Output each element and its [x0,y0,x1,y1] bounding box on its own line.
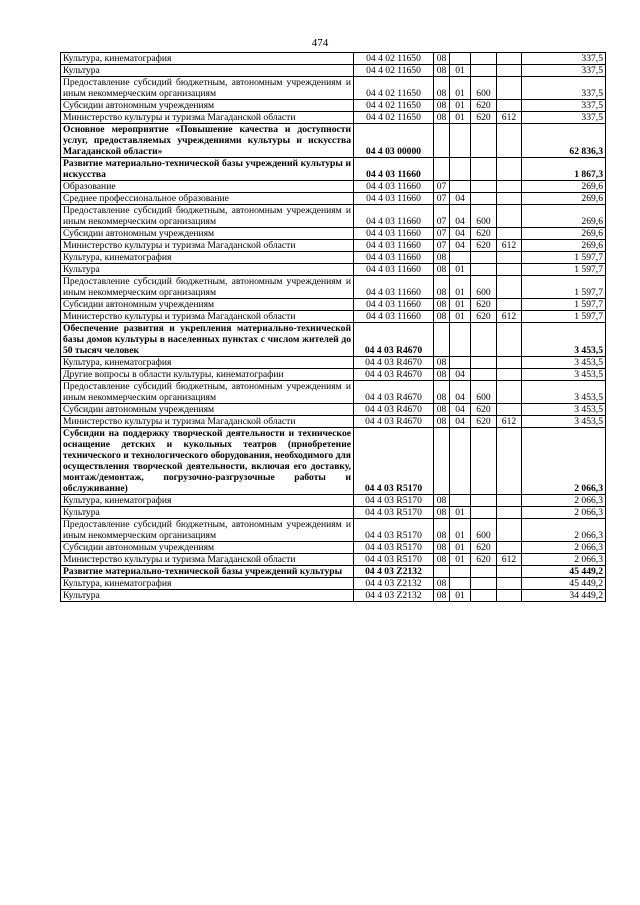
row-name: Культура [61,65,354,77]
row-expense-type [471,65,497,77]
row-name: Развитие материально-технической базы учреждений культуры и искусства [61,158,354,181]
row-expense-type: 600 [471,205,497,228]
row-subsection: 01 [450,276,471,299]
row-subsection [450,53,471,65]
row-expense-type: 600 [471,77,497,100]
row-administrator-code [497,381,522,404]
row-section [434,428,450,495]
row-amount: 45 449,2 [522,578,606,590]
row-target-code: 04 4 03 R5170 [354,542,434,554]
table-row [61,323,606,357]
row-name: Субсидии автономным учреждениям [61,542,354,554]
table-row [61,276,606,299]
row-target-code: 04 4 03 11660 [354,240,434,252]
row-target-code: 04 4 03 11660 [354,299,434,311]
row-name: Культура [61,264,354,276]
row-expense-type [471,428,497,495]
row-subsection: 04 [450,381,471,404]
row-administrator-code [497,264,522,276]
row-administrator-code [497,519,522,542]
row-expense-type [471,181,497,193]
row-administrator-code: 612 [497,311,522,323]
table-row [61,65,606,77]
row-administrator-code [497,181,522,193]
row-name: Субсидии автономным учреждениям [61,100,354,112]
table-row [61,264,606,276]
row-name: Культура, кинематография [61,252,354,264]
row-amount: 3 453,5 [522,369,606,381]
row-administrator-code [497,495,522,507]
row-amount: 1 597,7 [522,252,606,264]
row-amount: 3 453,5 [522,404,606,416]
row-name: Культура, кинематография [61,578,354,590]
row-subsection: 04 [450,240,471,252]
row-name: Министерство культуры и туризма Магаданской области [61,416,354,428]
row-amount: 337,5 [522,65,606,77]
row-subsection: 04 [450,205,471,228]
row-target-code: 04 4 03 11660 [354,181,434,193]
row-target-code: 04 4 03 R4670 [354,323,434,357]
table-body [61,53,606,602]
row-subsection: 01 [450,311,471,323]
row-expense-type [471,495,497,507]
row-administrator-code [497,590,522,602]
row-name: Министерство культуры и туризма Магаданской области [61,554,354,566]
row-section: 08 [434,112,450,124]
table-row [61,495,606,507]
row-name: Субсидии автономным учреждениям [61,228,354,240]
row-section: 07 [434,240,450,252]
row-target-code: 04 4 03 Z2132 [354,590,434,602]
row-expense-type: 620 [471,311,497,323]
table-row [61,507,606,519]
table-row [61,158,606,181]
row-name: Министерство культуры и туризма Магаданской области [61,240,354,252]
row-administrator-code [497,323,522,357]
table-row [61,112,606,124]
table-row [61,53,606,65]
row-target-code: 04 4 03 11660 [354,158,434,181]
row-amount: 269,6 [522,228,606,240]
row-target-code: 04 4 03 R4670 [354,416,434,428]
row-subsection [450,158,471,181]
row-subsection: 01 [450,77,471,100]
row-administrator-code [497,369,522,381]
row-section: 08 [434,507,450,519]
row-administrator-code [497,77,522,100]
row-administrator-code: 612 [497,112,522,124]
row-section: 07 [434,193,450,205]
row-administrator-code [497,100,522,112]
row-subsection: 01 [450,519,471,542]
row-amount: 269,6 [522,205,606,228]
row-section: 08 [434,264,450,276]
row-amount: 2 066,3 [522,542,606,554]
row-subsection: 04 [450,369,471,381]
table-row [61,124,606,158]
row-amount: 2 066,3 [522,495,606,507]
row-target-code: 04 4 03 Z2132 [354,578,434,590]
row-subsection: 01 [450,507,471,519]
row-expense-type [471,369,497,381]
row-section: 08 [434,65,450,77]
row-expense-type [471,578,497,590]
row-administrator-code [497,158,522,181]
row-subsection [450,181,471,193]
row-administrator-code [497,578,522,590]
row-subsection: 01 [450,299,471,311]
row-administrator-code [497,566,522,578]
row-name: Предоставление субсидий бюджетным, автономным учреждениям и иным некоммерческим организациям [61,276,354,299]
row-expense-type: 620 [471,100,497,112]
row-section: 08 [434,416,450,428]
table-row [61,100,606,112]
row-name: Предоставление субсидий бюджетным, автономным учреждениям и иным некоммерческим организациям [61,205,354,228]
table-row [61,228,606,240]
row-amount: 3 453,5 [522,323,606,357]
row-administrator-code [497,193,522,205]
row-expense-type: 600 [471,381,497,404]
row-amount: 269,6 [522,240,606,252]
row-section: 08 [434,519,450,542]
row-amount: 1 597,7 [522,264,606,276]
row-subsection: 01 [450,542,471,554]
row-name: Субсидии автономным учреждениям [61,404,354,416]
row-administrator-code [497,299,522,311]
row-amount: 1 597,7 [522,276,606,299]
row-section: 08 [434,357,450,369]
table-row [61,181,606,193]
row-target-code: 04 4 03 11660 [354,252,434,264]
row-name: Культура [61,590,354,602]
row-amount: 45 449,2 [522,566,606,578]
row-target-code: 04 4 02 11650 [354,112,434,124]
row-amount: 337,5 [522,53,606,65]
row-expense-type [471,193,497,205]
row-subsection: 01 [450,554,471,566]
row-target-code: 04 4 03 R5170 [354,519,434,542]
row-name: Основное мероприятие «Повышение качества и доступности услуг, предоставляемых учреждениями культуры и искусства Магаданской области» [61,124,354,158]
row-amount: 3 453,5 [522,357,606,369]
row-administrator-code: 612 [497,416,522,428]
row-name: Культура, кинематография [61,357,354,369]
row-amount: 337,5 [522,100,606,112]
row-amount: 3 453,5 [522,381,606,404]
row-subsection: 04 [450,228,471,240]
row-administrator-code [497,65,522,77]
table-row [61,404,606,416]
row-subsection: 01 [450,264,471,276]
row-expense-type [471,158,497,181]
row-amount: 34 449,2 [522,590,606,602]
row-subsection: 01 [450,590,471,602]
table-row [61,578,606,590]
row-section [434,566,450,578]
row-expense-type: 620 [471,228,497,240]
row-section [434,124,450,158]
table-row [61,369,606,381]
row-expense-type [471,264,497,276]
row-subsection [450,495,471,507]
row-target-code: 04 4 02 11650 [354,65,434,77]
row-target-code: 04 4 03 R5170 [354,507,434,519]
row-section: 08 [434,311,450,323]
row-administrator-code: 612 [497,554,522,566]
row-subsection [450,124,471,158]
row-subsection [450,252,471,264]
row-target-code: 04 4 02 11650 [354,53,434,65]
row-target-code: 04 4 03 R5170 [354,428,434,495]
row-section: 08 [434,369,450,381]
row-expense-type: 620 [471,404,497,416]
row-target-code: 04 4 03 Z2132 [354,566,434,578]
row-name: Развитие материально-технической базы учреждений культуры [61,566,354,578]
row-name: Министерство культуры и туризма Магаданской области [61,311,354,323]
row-amount: 1 597,7 [522,299,606,311]
row-administrator-code [497,507,522,519]
row-target-code: 04 4 03 R4670 [354,404,434,416]
row-section: 07 [434,228,450,240]
row-expense-type: 600 [471,276,497,299]
row-name: Субсидии автономным учреждениям [61,299,354,311]
row-amount: 2 066,3 [522,428,606,495]
row-section: 08 [434,100,450,112]
row-target-code: 04 4 03 11660 [354,276,434,299]
row-target-code: 04 4 03 00000 [354,124,434,158]
row-subsection [450,578,471,590]
row-section: 08 [434,276,450,299]
row-administrator-code [497,428,522,495]
row-section [434,158,450,181]
row-section: 08 [434,53,450,65]
row-section: 08 [434,554,450,566]
row-subsection: 04 [450,404,471,416]
table-row [61,252,606,264]
row-expense-type [471,566,497,578]
table-row [61,240,606,252]
row-expense-type [471,357,497,369]
row-section: 07 [434,181,450,193]
row-name: Культура, кинематография [61,495,354,507]
table-row [61,357,606,369]
row-expense-type: 620 [471,240,497,252]
table-row [61,519,606,542]
row-expense-type [471,53,497,65]
row-subsection [450,357,471,369]
table-row [61,381,606,404]
row-expense-type [471,323,497,357]
table-row [61,77,606,100]
row-name: Культура [61,507,354,519]
row-amount: 269,6 [522,181,606,193]
row-expense-type: 620 [471,299,497,311]
table-row [61,193,606,205]
row-amount: 3 453,5 [522,416,606,428]
row-section: 08 [434,404,450,416]
row-administrator-code [497,542,522,554]
row-name: Министерство культуры и туризма Магаданской области [61,112,354,124]
row-amount: 62 836,3 [522,124,606,158]
row-administrator-code [497,53,522,65]
table-row [61,416,606,428]
row-section: 08 [434,590,450,602]
table-row [61,566,606,578]
row-target-code: 04 4 03 R4670 [354,381,434,404]
table-row [61,428,606,495]
row-amount: 1 867,3 [522,158,606,181]
row-amount: 269,6 [522,193,606,205]
row-expense-type [471,252,497,264]
row-administrator-code [497,276,522,299]
row-target-code: 04 4 02 11650 [354,77,434,100]
row-subsection: 04 [450,416,471,428]
row-amount: 337,5 [522,77,606,100]
row-section: 08 [434,578,450,590]
row-expense-type: 620 [471,542,497,554]
row-name: Среднее профессиональное образование [61,193,354,205]
row-amount: 337,5 [522,112,606,124]
row-name: Предоставление субсидий бюджетным, автономным учреждениям и иным некоммерческим организациям [61,519,354,542]
row-target-code: 04 4 03 R5170 [354,554,434,566]
page-number: 474 [311,37,329,49]
row-name: Культура, кинематография [61,53,354,65]
row-expense-type [471,124,497,158]
row-target-code: 04 4 03 11660 [354,311,434,323]
budget-table [60,52,606,602]
row-expense-type [471,590,497,602]
table-row [61,590,606,602]
row-target-code: 04 4 03 R5170 [354,495,434,507]
row-target-code: 04 4 03 11660 [354,264,434,276]
row-administrator-code [497,404,522,416]
row-name: Предоставление субсидий бюджетным, автономным учреждениям и иным некоммерческим организациям [61,77,354,100]
row-subsection: 01 [450,100,471,112]
row-target-code: 04 4 03 11660 [354,205,434,228]
row-amount: 2 066,3 [522,519,606,542]
table-row [61,299,606,311]
row-subsection: 04 [450,193,471,205]
row-name: Предоставление субсидий бюджетным, автономным учреждениям и иным некоммерческим организациям [61,381,354,404]
row-section: 08 [434,299,450,311]
row-section: 08 [434,252,450,264]
row-target-code: 04 4 02 11650 [354,100,434,112]
row-target-code: 04 4 03 R4670 [354,357,434,369]
row-administrator-code [497,357,522,369]
row-section: 08 [434,77,450,100]
row-section: 07 [434,205,450,228]
row-section: 08 [434,381,450,404]
table-row [61,311,606,323]
row-name: Обеспечение развития и укрепления материально-технической базы домов культуры в населенных пунктах с числом жителей до 50 тысяч человек [61,323,354,357]
row-name: Субсидии на поддержку творческой деятельности и техническое оснащение детских и кукольных театров (приобретение технического и технологического оборудования, необходимого для осуществления творческой деятельности, включая его доставку, монтаж/демонтаж, погрузочно-разгрузочные работы и обслуживание) [61,428,354,495]
row-name: Другие вопросы в области культуры, кинематографии [61,369,354,381]
row-subsection: 01 [450,112,471,124]
row-administrator-code [497,124,522,158]
row-expense-type: 620 [471,112,497,124]
row-administrator-code: 612 [497,240,522,252]
table-row [61,542,606,554]
table-row [61,554,606,566]
row-amount: 1 597,7 [522,311,606,323]
row-target-code: 04 4 03 11660 [354,228,434,240]
row-expense-type: 600 [471,519,497,542]
row-section: 08 [434,542,450,554]
row-expense-type: 620 [471,416,497,428]
row-target-code: 04 4 03 R4670 [354,369,434,381]
row-amount: 2 066,3 [522,554,606,566]
row-administrator-code [497,252,522,264]
row-target-code: 04 4 03 11660 [354,193,434,205]
row-subsection: 01 [450,65,471,77]
table-row [61,205,606,228]
row-section [434,323,450,357]
row-subsection [450,323,471,357]
row-name: Образование [61,181,354,193]
row-section: 08 [434,495,450,507]
row-administrator-code [497,205,522,228]
row-administrator-code [497,228,522,240]
row-expense-type [471,507,497,519]
row-expense-type: 620 [471,554,497,566]
row-subsection [450,428,471,495]
row-subsection [450,566,471,578]
row-amount: 2 066,3 [522,507,606,519]
